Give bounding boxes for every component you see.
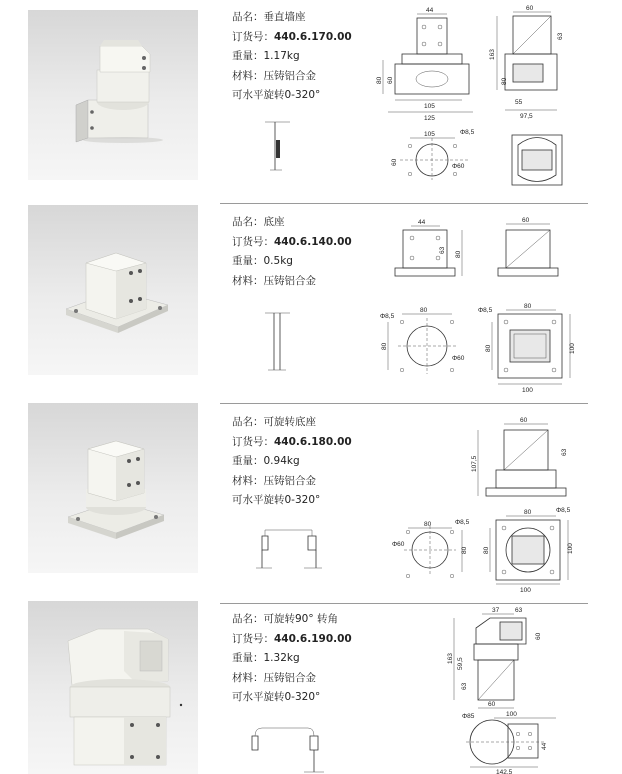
rotation-row: 可水平旋转0-320° [232,691,321,703]
svg-text:80: 80 [376,76,383,84]
svg-text:80: 80 [420,307,428,314]
svg-text:59,5: 59,5 [457,657,464,670]
order-number-row: 订货号：440.6.170.00 [232,30,352,43]
svg-text:80: 80 [524,303,532,310]
material-row: 材料：压铸铝合金 [232,474,316,487]
product-name-row: 品名：底座 [232,216,285,228]
svg-text:60: 60 [520,417,528,424]
svg-text:100: 100 [569,343,576,354]
svg-text:60: 60 [488,701,496,708]
svg-text:100: 100 [522,387,533,394]
svg-text:55: 55 [515,99,523,106]
svg-text:100: 100 [567,543,574,554]
svg-text:44: 44 [418,219,426,226]
svg-text:Φ8,5: Φ8,5 [380,313,395,320]
svg-text:Φ60: Φ60 [452,163,465,170]
svg-text:63: 63 [461,682,468,690]
svg-text:44: 44 [541,742,548,750]
svg-text:163: 163 [489,49,496,60]
svg-text:63: 63 [439,246,446,254]
svg-text:37: 37 [492,607,500,614]
svg-text:163: 163 [447,653,454,664]
svg-text:60: 60 [535,632,542,640]
svg-text:63: 63 [561,448,568,456]
technical-drawing-1 [0,0,622,200]
product-name-row: 品名：垂直墙座 [232,11,306,23]
svg-text:80: 80 [461,546,468,554]
order-number-row: 订货号：440.6.190.00 [232,632,352,645]
svg-text:105: 105 [424,131,435,138]
svg-text:80: 80 [501,77,508,85]
svg-text:Φ8,5: Φ8,5 [455,519,470,526]
svg-text:60: 60 [391,158,398,166]
weight-row: 重量：0.5kg [232,255,293,267]
svg-text:60: 60 [522,217,530,224]
svg-text:Φ8,5: Φ8,5 [556,507,571,514]
svg-text:63: 63 [557,32,564,40]
technical-drawing-3 [0,400,622,600]
svg-text:80: 80 [485,344,492,352]
svg-text:80: 80 [381,342,388,350]
material-row: 材料：压铸铝合金 [232,671,316,684]
svg-text:Φ8,5: Φ8,5 [478,307,493,314]
svg-text:80: 80 [524,509,532,516]
weight-row: 重量：1.32kg [232,652,300,664]
svg-text:107,5: 107,5 [471,455,478,472]
svg-text:63: 63 [515,607,523,614]
svg-text:80: 80 [483,546,490,554]
rotation-row: 可水平旋转0-320° [232,89,321,101]
svg-text:Φ60: Φ60 [452,355,465,362]
svg-text:Φ85: Φ85 [462,713,475,720]
order-number-row: 订货号：440.6.180.00 [232,435,352,448]
svg-text:80: 80 [455,250,462,258]
product-name-row: 品名：可旋转底座 [232,416,316,428]
weight-row: 重量：1.17kg [232,50,300,62]
technical-drawing-2 [0,200,622,400]
svg-text:142,5: 142,5 [496,769,513,774]
svg-text:60: 60 [526,5,534,12]
svg-text:80: 80 [424,521,432,528]
weight-row: 重量：0.94kg [232,455,300,467]
svg-text:125: 125 [424,115,435,122]
svg-text:44: 44 [426,7,434,14]
material-row: 材料：压铸铝合金 [232,274,316,287]
svg-text:100: 100 [506,711,517,718]
svg-text:97,5: 97,5 [520,113,533,120]
svg-text:60: 60 [387,76,394,84]
svg-text:Φ60: Φ60 [392,541,405,548]
technical-drawing-4 [0,600,622,774]
order-number-row: 订货号：440.6.140.00 [232,235,352,248]
material-row: 材料：压铸铝合金 [232,69,316,82]
rotation-row: 可水平旋转0-320° [232,494,321,506]
svg-text:Φ8,5: Φ8,5 [460,129,475,136]
product-name-row: 品名：可旋转90° 转角 [232,613,338,625]
svg-text:105: 105 [424,103,435,110]
svg-text:100: 100 [520,587,531,594]
